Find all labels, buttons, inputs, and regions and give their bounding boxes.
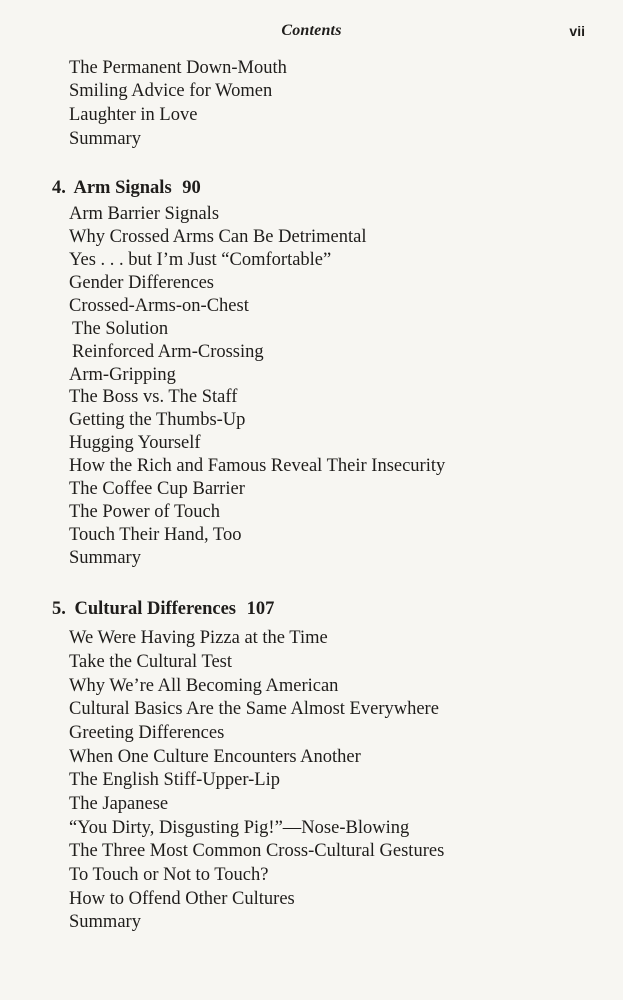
toc-entry: Take the Cultural Test [69, 652, 233, 672]
toc-entry: Greeting Differences [69, 723, 225, 743]
toc-entry: Arm-Gripping [69, 365, 176, 385]
toc-entry: Summary [69, 912, 141, 932]
toc-entry: The Japanese [69, 794, 169, 814]
toc-entry: Crossed-Arms-on-Chest [69, 296, 249, 316]
chapter-title: Cultural Differences [74, 599, 236, 619]
page-number: vii [569, 23, 585, 39]
toc-entry: Cultural Basics Are the Same Almost Everywhere [69, 699, 439, 719]
toc-entry: Why We’re All Becoming American [69, 676, 339, 696]
toc-entry: Arm Barrier Signals [69, 204, 220, 224]
chapter-page-number: 107 [246, 599, 275, 619]
toc-entry: How the Rich and Famous Reveal Their Insecurity [69, 456, 446, 476]
toc-entry: The Coffee Cup Barrier [69, 479, 245, 499]
chapter-number: 5. [52, 599, 66, 619]
running-head [0, 22, 623, 46]
toc-entry: Why Crossed Arms Can Be Detrimental [69, 227, 367, 247]
toc-entry: When One Culture Encounters Another [69, 747, 361, 767]
toc-entry: The Solution [72, 319, 169, 339]
chapter-heading [52, 177, 201, 199]
toc-entry: We Were Having Pizza at the Time [69, 628, 328, 648]
toc-entry: Hugging Yourself [69, 433, 201, 453]
chapter-title: Arm Signals [73, 178, 172, 198]
toc-entry: The Permanent Down-Mouth [69, 58, 287, 78]
running-head-title: Contents [281, 22, 342, 39]
toc-entry: Summary [69, 548, 141, 568]
toc-entry: Laughter in Love [69, 105, 198, 125]
chapter-number: 4. [52, 178, 66, 198]
toc-entry: Touch Their Hand, Too [69, 525, 242, 545]
chapter-page-number: 90 [182, 178, 201, 198]
toc-entry: The Boss vs. The Staff [69, 387, 238, 407]
toc-entry: The English Stiff-Upper-Lip [69, 770, 280, 790]
toc-entry: Getting the Thumbs-Up [69, 410, 246, 430]
toc-entry: The Three Most Common Cross-Cultural Gestures [69, 841, 445, 861]
toc-entry: Gender Differences [69, 273, 215, 293]
toc-entry: Summary [69, 129, 141, 149]
toc-entry: Yes . . . but I’m Just “Comfortable” [69, 250, 332, 270]
toc-entry: The Power of Touch [69, 502, 220, 522]
toc-entry: Reinforced Arm-Crossing [72, 342, 264, 362]
chapter-heading [52, 598, 274, 620]
toc-entry: How to Offend Other Cultures [69, 889, 295, 909]
toc-entry: Smiling Advice for Women [69, 81, 273, 101]
toc-entry: “You Dirty, Disgusting Pig!”—Nose-Blowing [69, 818, 410, 838]
toc-entry: To Touch or Not to Touch? [69, 865, 269, 885]
